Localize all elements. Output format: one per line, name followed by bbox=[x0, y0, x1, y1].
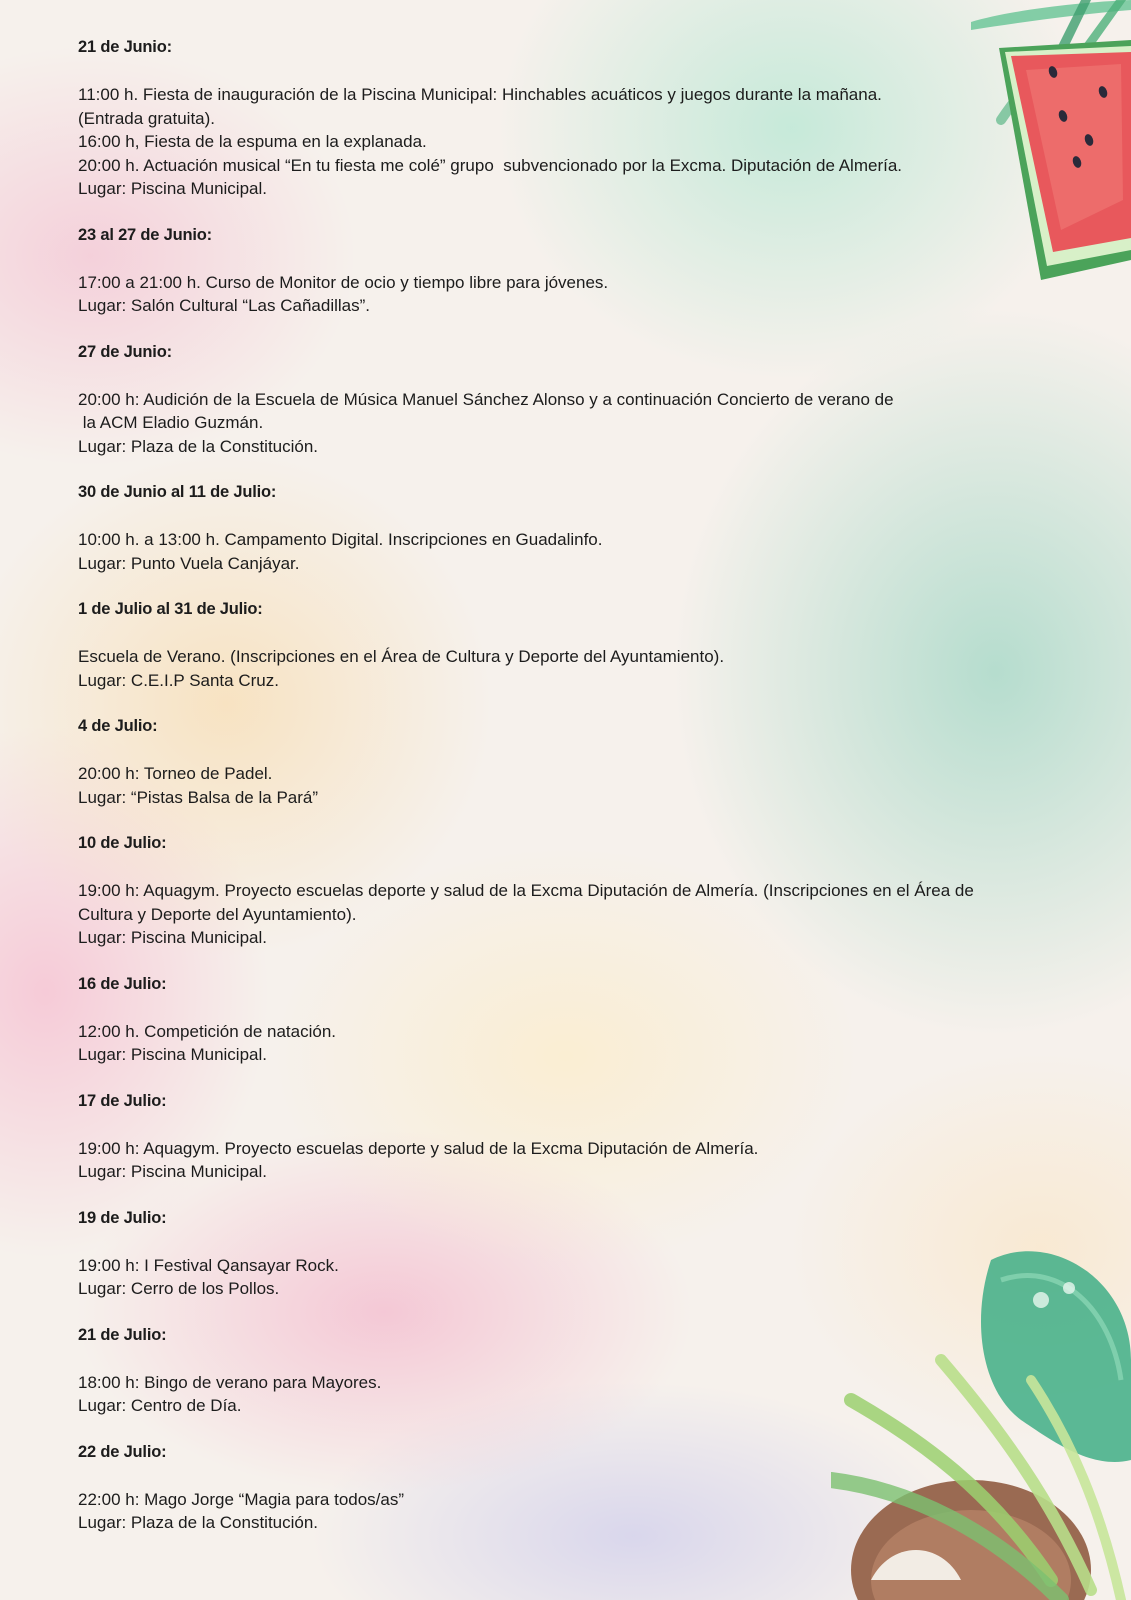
event-date: 19 de Julio: bbox=[78, 1208, 167, 1227]
event-detail-line: Lugar: Cerro de los Pollos. bbox=[78, 1279, 280, 1298]
event-detail-line: la ACM Eladio Guzmán. bbox=[78, 413, 264, 432]
event-date: 30 de Junio al 11 de Julio: bbox=[78, 483, 277, 501]
event-detail-line: 11:00 h. Fiesta de inauguración de la Piscina Municipal: Hinchables acuáticos y juegos durante la mañana. bbox=[78, 85, 882, 104]
event-date: 16 de Julio: bbox=[78, 974, 167, 993]
event-detail-line: 17:00 a 21:00 h. Curso de Monitor de ocio y tiempo libre para jóvenes. bbox=[78, 272, 609, 292]
event-detail-line: Lugar: Plaza de la Constitución. bbox=[78, 1513, 319, 1532]
event-detail-line: 22:00 h: Mago Jorge “Magia para todos/as” bbox=[78, 1489, 405, 1509]
event-detail-line: 10:00 h. a 13:00 h. Campamento Digital. Inscripciones en Guadalinfo. bbox=[78, 530, 603, 549]
event-detail-line: 19:00 h: Aquagym. Proyecto escuelas deporte y salud de la Excma Diputación de Almería. bbox=[78, 1138, 759, 1158]
event-block bbox=[78, 1207, 1048, 1301]
event-detail-line: 19:00 h: I Festival Qansayar Rock. bbox=[78, 1255, 339, 1275]
event-detail-line: Lugar: Piscina Municipal. bbox=[78, 1045, 267, 1064]
event-block bbox=[78, 598, 1048, 692]
event-detail-line: 20:00 h: Audición de la Escuela de Música Manuel Sánchez Alonso y a continuación Concierto de verano de bbox=[78, 389, 894, 409]
event-detail-line: Lugar: Piscina Municipal. bbox=[78, 928, 267, 947]
event-detail-line: 12:00 h. Competición de natación. bbox=[78, 1021, 337, 1041]
event-detail-line: Lugar: Piscina Municipal. bbox=[78, 179, 267, 198]
event-detail-line: 16:00 h, Fiesta de la espuma en la explanada. bbox=[78, 132, 427, 151]
event-block bbox=[78, 224, 1048, 318]
event-date: 21 de Julio: bbox=[78, 1325, 167, 1344]
event-date: 23 al 27 de Junio: bbox=[78, 225, 212, 244]
event-detail-line: Lugar: Centro de Día. bbox=[78, 1396, 242, 1415]
event-detail-line: 20:00 h: Torneo de Padel. bbox=[78, 764, 273, 783]
event-schedule bbox=[78, 36, 1048, 1558]
event-date: 10 de Julio: bbox=[78, 834, 167, 852]
event-detail-line: Cultura y Deporte del Ayuntamiento). bbox=[78, 904, 357, 924]
event-block bbox=[78, 481, 1048, 575]
event-detail-line: 18:00 h: Bingo de verano para Mayores. bbox=[78, 1372, 382, 1392]
event-block bbox=[78, 36, 1048, 201]
event-detail-line: Lugar: Salón Cultural “Las Cañadillas”. bbox=[78, 296, 370, 315]
event-detail-line: Escuela de Verano. (Inscripciones en el Área de Cultura y Deporte del Ayuntamiento). bbox=[78, 647, 725, 666]
event-detail-line: Lugar: Piscina Municipal. bbox=[78, 1162, 267, 1181]
event-date: 21 de Junio: bbox=[78, 38, 172, 56]
event-detail-line: (Entrada gratuita). bbox=[78, 108, 216, 128]
event-detail-line: Lugar: Punto Vuela Canjáyar. bbox=[78, 553, 300, 573]
event-date: 17 de Julio: bbox=[78, 1091, 167, 1110]
event-block bbox=[78, 1324, 1048, 1418]
event-block bbox=[78, 832, 1048, 950]
event-detail-line: Lugar: “Pistas Balsa de la Pará” bbox=[78, 787, 319, 807]
event-detail-line: Lugar: C.E.I.P Santa Cruz. bbox=[78, 670, 279, 690]
event-date: 4 de Julio: bbox=[78, 717, 158, 735]
event-block bbox=[78, 341, 1048, 459]
event-block bbox=[78, 715, 1048, 809]
event-block bbox=[78, 1441, 1048, 1535]
event-date: 27 de Junio: bbox=[78, 342, 172, 361]
event-block bbox=[78, 1090, 1048, 1184]
event-date: 22 de Julio: bbox=[78, 1442, 167, 1461]
event-detail-line: Lugar: Plaza de la Constitución. bbox=[78, 436, 319, 456]
event-detail-line: 20:00 h. Actuación musical “En tu fiesta me colé” grupo subvencionado por la Excma. Diputación de Almería. bbox=[78, 155, 903, 175]
event-detail-line: 19:00 h: Aquagym. Proyecto escuelas deporte y salud de la Excma Diputación de Almería. (Inscripciones en el Área de bbox=[78, 881, 974, 900]
event-block bbox=[78, 973, 1048, 1067]
event-date: 1 de Julio al 31 de Julio: bbox=[78, 600, 263, 618]
